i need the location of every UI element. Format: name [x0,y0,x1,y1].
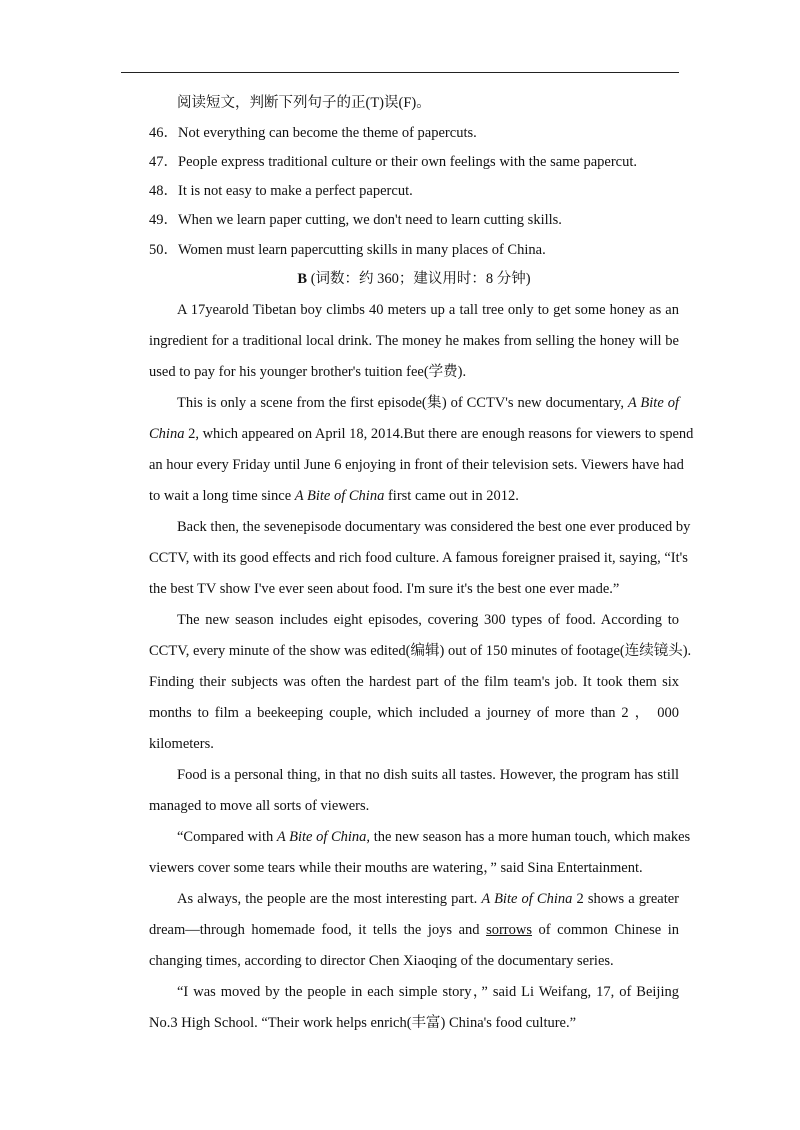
documentary-title: China [149,426,185,442]
p1-line-2: ingredient for a traditional local drink. The money he makes from selling the honey will be [149,333,679,349]
p2-line-1 [149,393,679,413]
documentary-title: A Bite of China [294,488,385,504]
p2-text: This is only a scene from the first episode(集) of CCTV's new documentary, [177,395,628,411]
question-text: Women must learn papercutting skills in many places of China. [178,242,546,258]
p7-text: 2 shows a greater [572,891,680,907]
documentary-title: A Bite of China [481,891,573,907]
question-number: 47． [149,154,178,170]
p4-line-5: kilometers. [149,736,214,752]
p7-line-1 [149,889,679,909]
underlined-word: sorrows [486,922,532,938]
p7-text: As always, the people are the most interesting part. [177,891,482,907]
p8-line-1: “I was moved by the people in each simple story，” said Li Weifang, 17, of Beijing [177,984,679,1000]
question-50 [149,240,546,260]
p3-line-1: Back then, the sevenepisode documentary was considered the best one ever produced by [177,519,691,535]
p4-line-2: CCTV, every minute of the show was edited(编辑) out of 150 minutes of footage(连续镜头). [149,643,692,659]
p6-text: the new season has a more human touch, which makes [370,829,691,845]
question-number: 48． [149,183,178,199]
question-number: 46． [149,125,178,141]
p2-line-2 [149,424,694,444]
question-48 [149,181,413,201]
p7-line-2 [149,920,679,940]
p6-line-2: viewers cover some tears while their mouths are watering，” said Sina Entertainment. [149,860,643,876]
instruction: 阅读短文，判断下列句子的正(T)误(F)。 [177,95,431,111]
section-letter: B [297,271,308,287]
p6-line-1 [149,827,691,847]
p5-line-2: managed to move all sorts of viewers. [149,798,370,814]
question-number: 50． [149,242,178,258]
p1-line-1: A 17yearold Tibetan boy climbs 40 meters up a tall tree only to get some honey as an [177,302,679,318]
question-number: 49． [149,212,178,228]
question-text: People express traditional culture or their own feelings with the same papercut. [178,154,638,170]
header-rule [121,72,679,73]
question-46 [149,123,477,143]
p2-text: to wait a long time since [149,488,295,504]
documentary-title: A Bite of China, [276,829,371,845]
p6-text: “Compared with [177,829,277,845]
p3-line-3: the best TV show I've ever seen about food. I'm sure it's the best one ever made.” [149,581,620,597]
question-47 [149,152,637,172]
documentary-title: A Bite of [627,395,679,411]
p4-line-4: months to film a beekeeping couple, which included a journey of more than 2 ， 000 [149,705,679,721]
question-text: It is not easy to make a perfect papercut. [178,183,413,199]
p1-line-3: used to pay for his younger brother's tuition fee(学费). [149,364,467,380]
p8-line-2: No.3 High School. “Their work helps enrich(丰富) China's food culture.” [149,1015,577,1031]
p7-text: of common Chinese in [531,922,679,938]
p5-line-1: Food is a personal thing, in that no dish suits all tastes. However, the program has still [177,767,679,783]
section-info: (词数：约 360；建议用时：8 分钟) [307,271,531,287]
p2-text: first came out in 2012. [384,488,519,504]
p2-line-4 [149,486,519,506]
question-text: Not everything can become the theme of papercuts. [178,125,477,141]
p7-text: dream—through homemade food, it tells the joys and [149,922,487,938]
p2-text: 2, which appeared on April 18, 2014.But there are enough reasons for viewers to spend [184,426,694,442]
question-49 [149,210,562,230]
section-heading [149,269,679,289]
p4-line-1: The new season includes eight episodes, covering 300 types of food. According to [177,612,679,628]
p3-line-2: CCTV, with its good effects and rich food culture. A famous foreigner praised it, saying, “It's [149,550,688,566]
p2-line-3: an hour every Friday until June 6 enjoying in front of their television sets. Viewers have had [149,457,684,473]
p4-line-3: Finding their subjects was often the hardest part of the film team's job. It took them six [149,674,679,690]
p7-line-3: changing times, according to director Chen Xiaoqing of the documentary series. [149,953,614,969]
question-text: When we learn paper cutting, we don't need to learn cutting skills. [178,212,562,228]
